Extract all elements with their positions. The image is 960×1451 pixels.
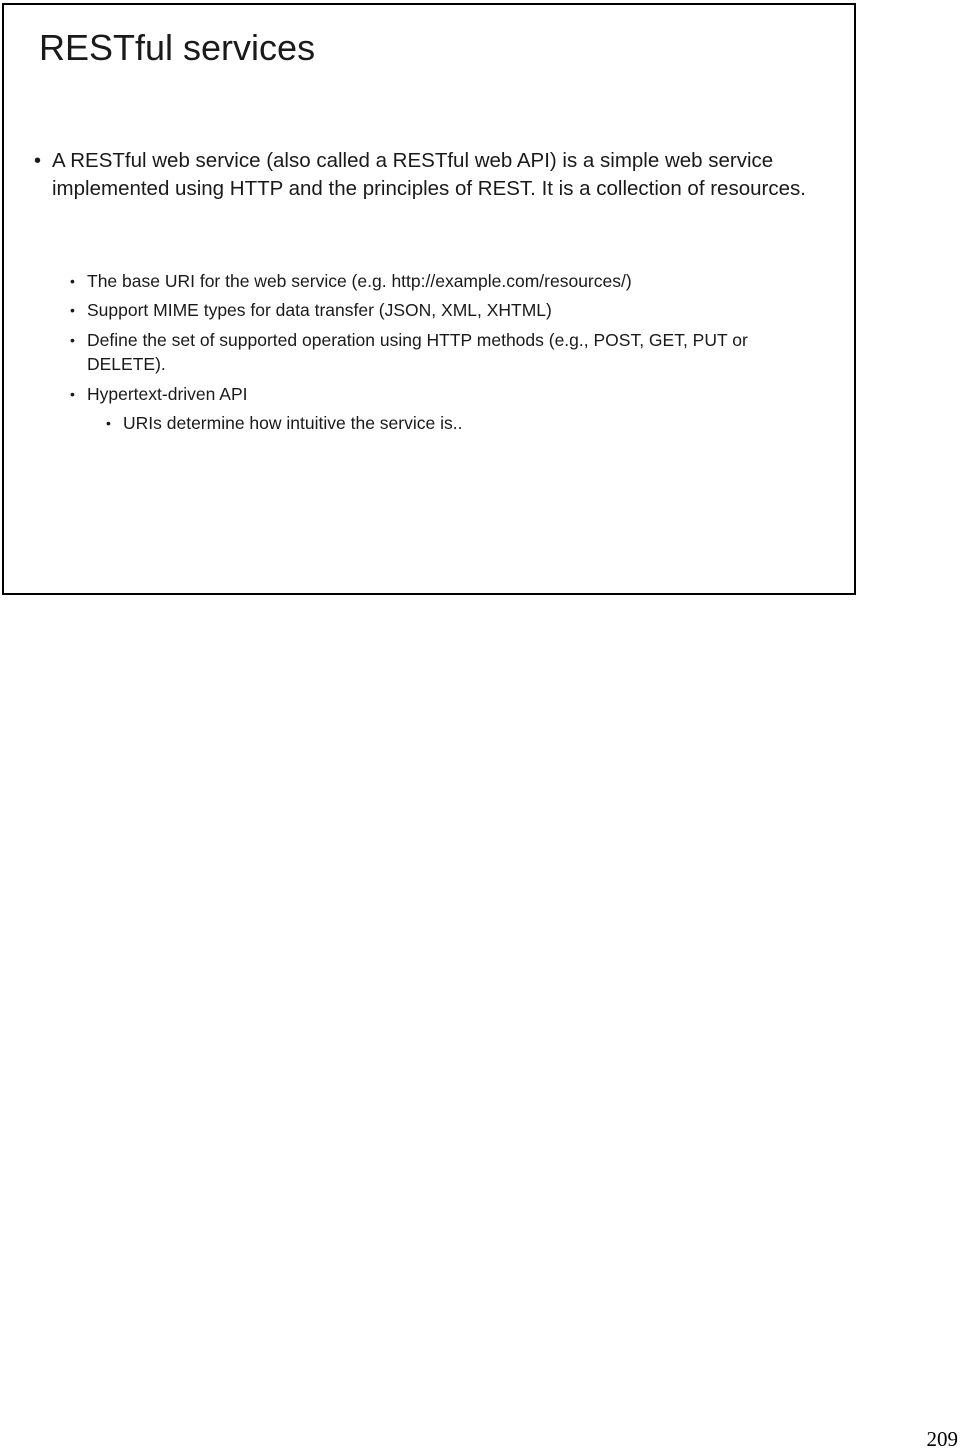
bullet-text: Define the set of supported operation using HTTP methods (e.g., POST, GET, PUT or DELETE). xyxy=(87,330,748,374)
bullet-text: URIs determine how intuitive the service is.. xyxy=(123,413,463,433)
bullet-base-uri xyxy=(70,269,830,293)
bullet-http-methods xyxy=(70,328,830,376)
bullet-text: The base URI for the web service (e.g. http://example.com/resources/) xyxy=(87,271,632,291)
bullet-text: Support MIME types for data transfer (JSON, XML, XHTML) xyxy=(87,300,552,320)
bullet-marker: • xyxy=(70,273,75,289)
bullet-uris-intuitive xyxy=(106,411,826,435)
bullet-rest-definition xyxy=(34,147,824,203)
bullet-mime-types xyxy=(70,298,830,322)
bullet-hypertext-api xyxy=(70,382,830,406)
slide-title: RESTful services xyxy=(39,27,316,68)
bullet-marker: • xyxy=(70,386,75,402)
slide-frame xyxy=(2,3,856,595)
page-number: 209 xyxy=(926,1427,958,1451)
bullet-marker: • xyxy=(70,302,75,318)
bullet-marker: • xyxy=(70,332,75,348)
bullet-text: Hypertext-driven API xyxy=(87,384,248,404)
bullet-marker: • xyxy=(106,415,111,431)
bullet-marker: • xyxy=(34,150,42,172)
bullet-text: A RESTful web service (also called a RESTful web API) is a simple web service implemented using HTTP and the principles of REST. It is a collection of resources. xyxy=(52,149,806,200)
